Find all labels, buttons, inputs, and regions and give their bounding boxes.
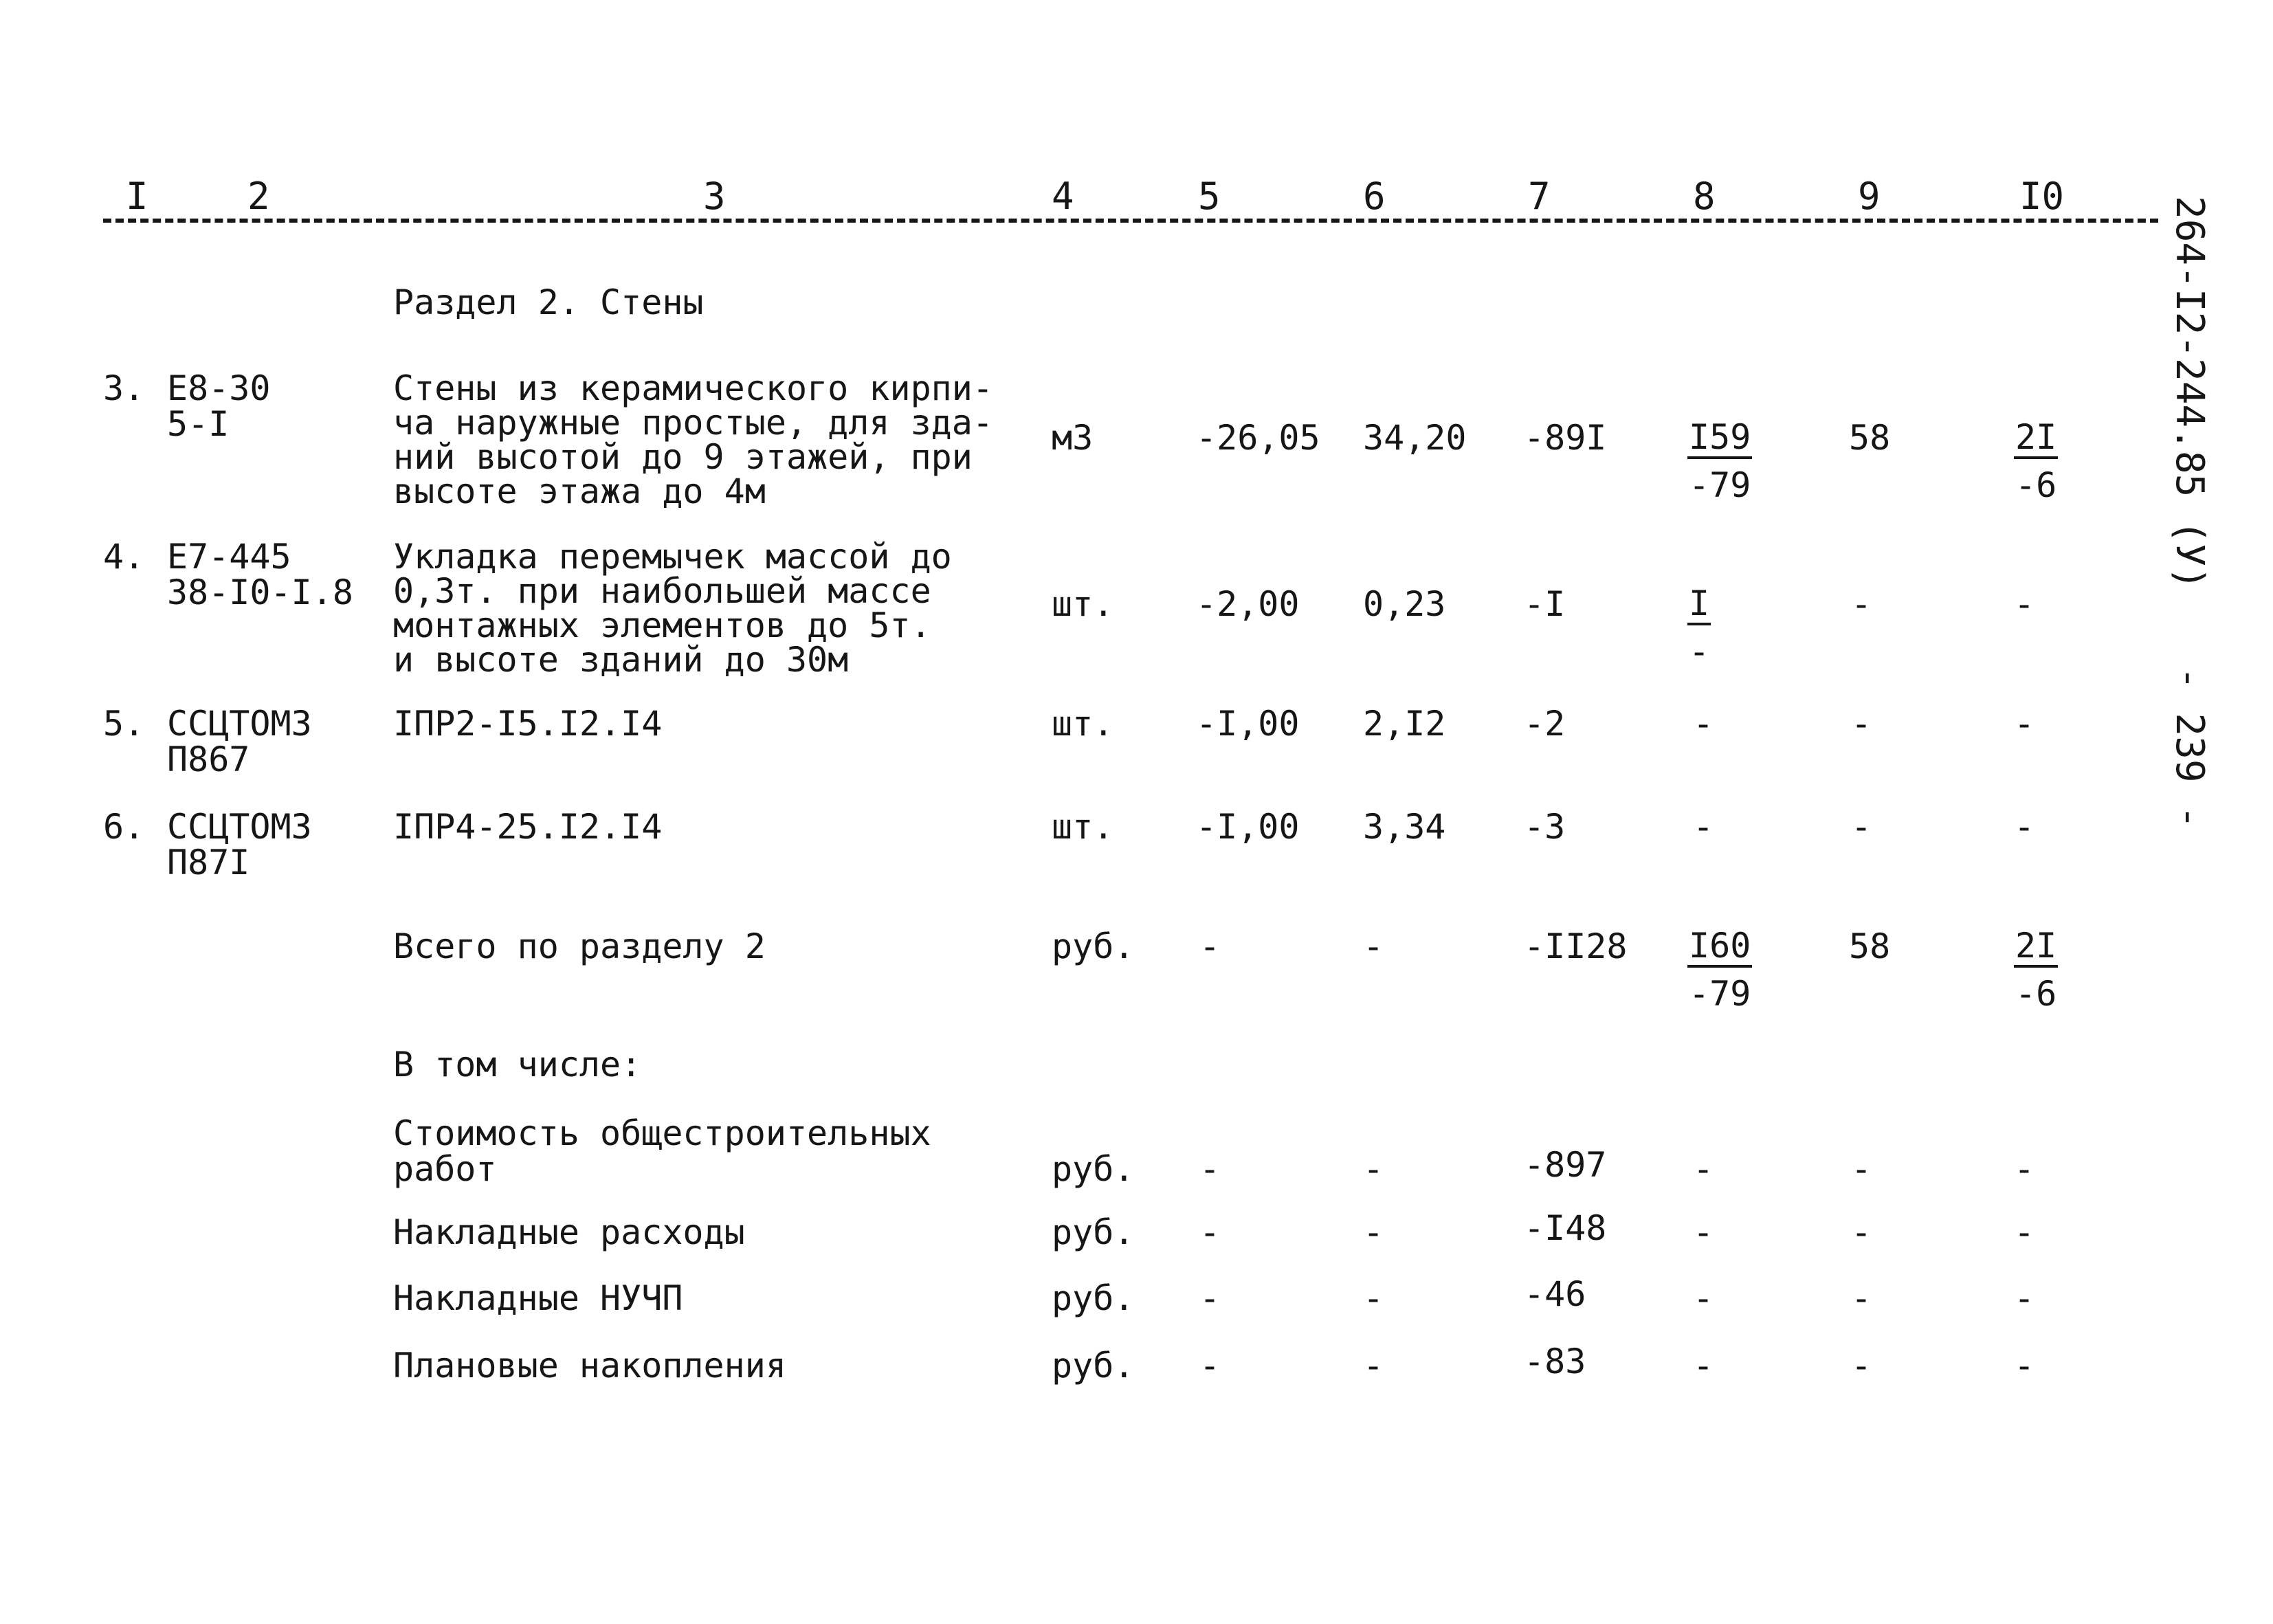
including-label: В том числе: <box>393 1045 642 1084</box>
fraction-denominator: -6 <box>2015 465 2057 505</box>
total-label: Всего по разделу 2 <box>393 926 766 966</box>
column-9-value: - <box>1851 704 1872 744</box>
unit: шт. <box>1052 807 1114 847</box>
column-10-value: - <box>2014 1346 2035 1386</box>
fraction-value <box>2014 926 2058 1013</box>
header-rule <box>103 219 2158 223</box>
work-description: ний высотой до 9 этажей, при <box>393 437 973 477</box>
column-9-value: - <box>1851 1278 1872 1318</box>
column-9-value: - <box>1851 584 1872 624</box>
column-header-1: I <box>126 175 148 218</box>
total-cost: -II28 <box>1524 926 1628 966</box>
column-9-value: - <box>1851 807 1872 847</box>
fraction-numerator: 2I <box>2014 926 2058 968</box>
breakdown-label: Накладные расходы <box>393 1212 745 1252</box>
fraction-value <box>1687 418 1752 504</box>
column-10-value: - <box>2014 807 2035 847</box>
fraction-numerator: 2I <box>2014 418 2058 459</box>
column-header-6: 6 <box>1363 175 1386 218</box>
quantity: - <box>1199 1149 1221 1189</box>
quantity: - <box>1199 1212 1221 1252</box>
column-header-3: 3 <box>703 175 726 218</box>
column-10-value: - <box>2014 1212 2035 1252</box>
total-cost: -3 <box>1524 807 1566 847</box>
unit-cost: 0,23 <box>1363 584 1446 624</box>
work-description: Укладка перемычек массой до <box>393 537 952 577</box>
price-code: 38-I0-I.8 <box>167 572 353 612</box>
column-10-value: - <box>2014 1149 2035 1189</box>
fraction-denominator: -79 <box>1689 974 1751 1014</box>
column-header-5: 5 <box>1198 175 1221 218</box>
price-code: Е8-30 <box>167 368 271 408</box>
price-code: 5-I <box>167 404 230 444</box>
row-number: 5. <box>103 704 145 744</box>
work-description: и высоте зданий до 30м <box>393 640 849 680</box>
work-description: монтажных элементов до 5т. <box>393 605 931 645</box>
price-code: П867 <box>167 739 250 779</box>
unit: руб. <box>1052 926 1135 966</box>
quantity: -2,00 <box>1196 584 1300 624</box>
row-number: 4. <box>103 537 145 577</box>
document-code: 264-I2-244.85 (У) <box>2167 196 2212 590</box>
work-description: 0,3т. при наибольшей массе <box>393 571 931 611</box>
fraction-value <box>2014 418 2058 504</box>
unit: шт. <box>1052 704 1114 744</box>
fraction-numerator: I <box>1687 584 1711 625</box>
price-code: П87I <box>167 843 250 882</box>
total-cost: -83 <box>1524 1342 1586 1381</box>
fraction-value <box>1687 926 1752 1013</box>
unit: руб. <box>1052 1278 1135 1318</box>
column-9-value: 58 <box>1849 418 1891 458</box>
fraction-denominator: - <box>1689 632 1710 671</box>
fraction-denominator: -79 <box>1689 465 1751 505</box>
column-10-value: - <box>2014 1278 2035 1318</box>
unit-cost: 3,34 <box>1363 807 1446 847</box>
unit-cost: - <box>1363 1346 1384 1386</box>
column-8-value: - <box>1693 1278 1714 1318</box>
unit-cost: - <box>1363 1278 1384 1318</box>
work-description: ча наружные простые, для зда- <box>393 403 993 443</box>
unit-cost: - <box>1363 926 1384 966</box>
page-number: - 239 - <box>2167 667 2212 830</box>
total-cost: -I48 <box>1524 1208 1607 1248</box>
column-header-10: I0 <box>2019 175 2065 218</box>
column-8-value: - <box>1693 704 1714 744</box>
quantity: -26,05 <box>1196 418 1320 458</box>
row-number: 6. <box>103 807 145 847</box>
total-cost: -46 <box>1524 1274 1586 1314</box>
fraction-denominator: -6 <box>2015 974 2057 1014</box>
quantity: - <box>1199 926 1221 966</box>
column-header-2: 2 <box>247 175 270 218</box>
unit-cost: 34,20 <box>1363 418 1467 458</box>
column-8-value: - <box>1693 1149 1714 1189</box>
total-cost: -2 <box>1524 704 1566 744</box>
work-description: Стены из керамического кирпи- <box>393 368 993 408</box>
column-header-4: 4 <box>1052 175 1074 218</box>
unit-cost: - <box>1363 1149 1384 1189</box>
total-cost: -I <box>1524 584 1566 624</box>
quantity: -I,00 <box>1196 807 1300 847</box>
price-code: ССЦТОМЗ <box>167 807 312 847</box>
column-header-7: 7 <box>1528 175 1551 218</box>
column-10-value: - <box>2014 704 2035 744</box>
column-8-value: - <box>1693 1346 1714 1386</box>
unit-cost: 2,I2 <box>1363 704 1446 744</box>
column-9-value: 58 <box>1849 926 1891 966</box>
section-title: Раздел 2. Стены <box>393 282 704 322</box>
fraction-numerator: I60 <box>1687 926 1752 968</box>
unit-cost: - <box>1363 1212 1384 1252</box>
column-9-value: - <box>1851 1346 1872 1386</box>
quantity: -I,00 <box>1196 704 1300 744</box>
column-8-value: - <box>1693 807 1714 847</box>
breakdown-label: работ <box>393 1149 497 1189</box>
row-number: 3. <box>103 368 145 408</box>
unit: руб. <box>1052 1149 1135 1189</box>
price-code: ССЦТОМЗ <box>167 704 312 744</box>
unit: руб. <box>1052 1346 1135 1386</box>
fraction-value <box>1687 584 1711 671</box>
quantity: - <box>1199 1278 1221 1318</box>
quantity: - <box>1199 1346 1221 1386</box>
unit: м3 <box>1052 418 1094 458</box>
fraction-numerator: I59 <box>1687 418 1752 459</box>
column-header-9: 9 <box>1858 175 1881 218</box>
column-8-value: - <box>1693 1212 1714 1252</box>
total-cost: -89I <box>1524 418 1607 458</box>
column-10-value: - <box>2014 584 2035 624</box>
breakdown-label: Плановые накопления <box>393 1346 786 1386</box>
column-9-value: - <box>1851 1149 1872 1189</box>
column-9-value: - <box>1851 1212 1872 1252</box>
total-cost: -897 <box>1524 1145 1607 1185</box>
unit: руб. <box>1052 1212 1135 1252</box>
work-description: IПР2-I5.I2.I4 <box>393 704 663 744</box>
price-code: Е7-445 <box>167 537 291 577</box>
work-description: IПР4-25.I2.I4 <box>393 807 663 847</box>
work-description: высоте этажа до 4м <box>393 471 766 511</box>
unit: шт. <box>1052 584 1114 624</box>
column-header-8: 8 <box>1693 175 1716 218</box>
breakdown-label: Накладные НУЧП <box>393 1278 683 1318</box>
breakdown-label: Стоимость общестроительных <box>393 1113 931 1153</box>
